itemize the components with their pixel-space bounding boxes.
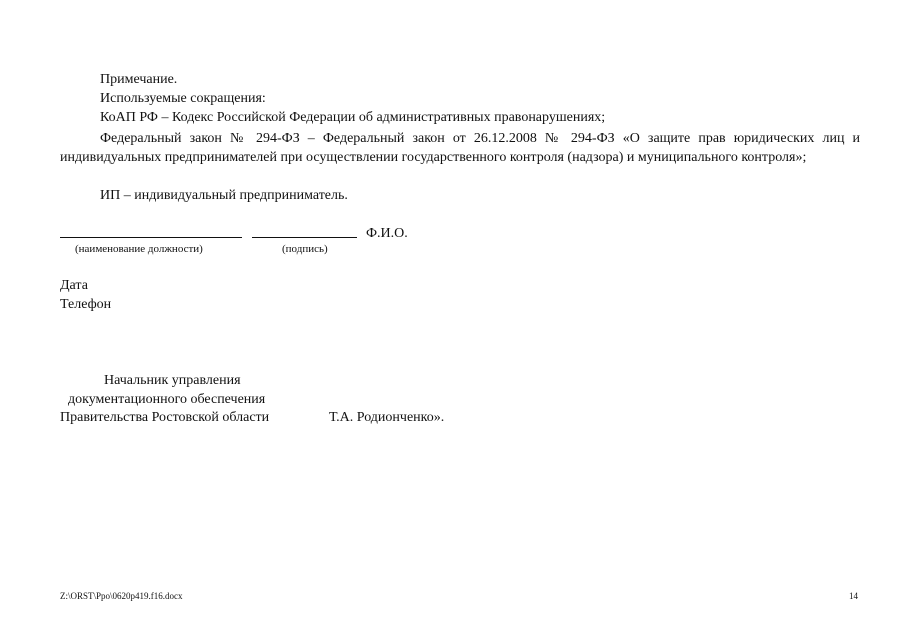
note-title: Примечание. — [100, 72, 178, 87]
signature-caption: (подпись) — [282, 243, 328, 255]
page-number: 14 — [849, 591, 858, 601]
abbreviations-heading: Используемые сокращения: — [100, 91, 266, 106]
date-label: Дата — [60, 278, 88, 293]
official-title-line2: документационного обеспечения — [68, 392, 266, 407]
official-title-line1: Начальник управления — [104, 373, 241, 388]
position-caption: (наименование должности) — [75, 243, 203, 255]
official-name: Т.А. Родионченко». — [329, 410, 445, 425]
abbreviation-ip: ИП – индивидуальный предприниматель. — [100, 188, 348, 203]
fio-label: Ф.И.О. — [366, 226, 408, 241]
abbreviation-koap: КоАП РФ – Кодекс Российской Федерации об административных правонарушениях; — [100, 110, 606, 125]
signature-underline — [252, 237, 357, 238]
phone-label: Телефон — [60, 297, 112, 312]
footer-file-path: Z:\ORST\Ppo\0620p419.f16.docx — [60, 591, 183, 601]
abbreviation-federal-law: Федеральный закон № 294-ФЗ – Федеральный закон от 26.12.2008 № 294-ФЗ «О защите прав юридических лиц и индивидуальных предпринимателей при осуществлении государственного контроля (надзора) и муниципального контроля»; — [60, 131, 860, 165]
position-underline — [60, 237, 242, 238]
official-title-line3: Правительства Ростовской области — [60, 410, 270, 425]
